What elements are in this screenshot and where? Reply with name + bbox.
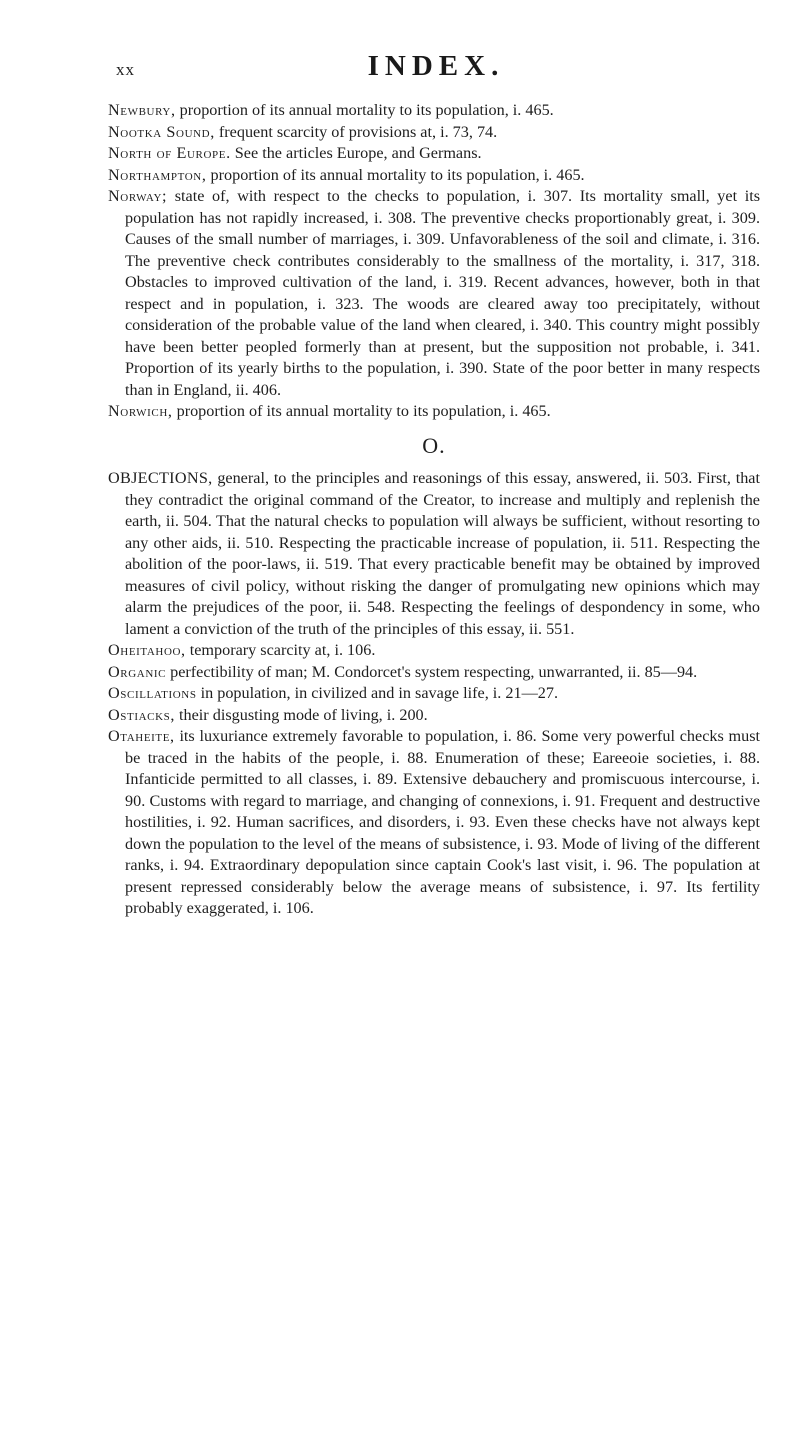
index-entry-nootka-sound: [108, 122, 760, 144]
entry-heading: Northampton,: [108, 165, 207, 184]
entry-heading: Organic: [108, 662, 167, 681]
index-entry-newbury: [108, 100, 760, 122]
running-title: INDEX.: [367, 50, 505, 82]
entry-heading: Newbury,: [108, 101, 176, 119]
index-body: [108, 100, 760, 920]
entry-heading: OBJECTIONS,: [108, 469, 213, 487]
section-letter-heading: O.: [422, 432, 446, 458]
index-entry-objections: [108, 468, 760, 640]
entry-text: perfectibility of man; M. Condorcet's system respecting, unwarranted, ii. 85—94.: [170, 662, 698, 681]
entry-heading: Oscillations: [108, 684, 197, 702]
entry-heading: Norway;: [108, 187, 168, 205]
page-number: xx: [116, 60, 135, 79]
entry-text: state of, with respect to the checks to population, i. 307. Its mortality small, yet its population has not rapidly increased, i. 308. The preventive checks proportionably great, i. 309. Causes of the small number of marriages, i. 309. Unfavorableness of the soil and climate, i. 316. The preventive check contributes considerably to the smallness of the mortality, i. 317, 318. Obstacles to improved cultivation of the land, i. 319. Recent advances, however, both in that respect and in population, i. 323. The woods are cleared away too precipitately, without consideration of the probable value of the land when cleared, i. 340. This country might possibly have been better peopled formerly than at present, but the supposition not probable, i. 341. Proportion of its yearly births to the population, i. 390. State of the poor better in many respects than in England, ii. 406.: [125, 187, 761, 399]
entry-heading: Norwich,: [108, 402, 173, 420]
entry-text: general, to the principles and reasonings of this essay, answered, ii. 503. First, that they contradict the original command of the Creator, to increase and multiply and replenish the earth, ii. 504. That the natural checks to population will always be sufficient, without resorting to any other aids, ii. 510. Respecting the practicable increase of population, ii. 511. Respecting the abolition of the poor-laws, ii. 519. That every practicable benefit may be obtained by improved measures of civil policy, without risking the danger of promulgating new opinions which may alarm the prejudices of the poor, ii. 548. Respecting the feelings of despondency in some, who lament a conviction of the truth of the principles of this essay, ii. 551.: [125, 469, 760, 638]
entry-text: their disgusting mode of living, i. 200.: [179, 705, 428, 724]
index-entry-organic: [108, 662, 760, 684]
entry-text: temporary scarcity at, i. 106.: [189, 641, 376, 659]
entry-heading: Otaheite,: [108, 727, 175, 745]
entry-text: See the articles Europe, and Germans.: [234, 144, 482, 162]
index-entry-oscillations: [108, 683, 760, 705]
entry-text: frequent scarcity of provisions at, i. 73, 74.: [218, 122, 498, 141]
index-entry-ostiacks: [108, 705, 760, 727]
entry-text: proportion of its annual mortality to its population, i. 465.: [210, 165, 585, 184]
entry-heading: Ostiacks,: [108, 705, 175, 724]
index-entry-oheitahoo: [108, 640, 760, 662]
index-entry-norwich: [108, 401, 760, 423]
entry-text: proportion of its annual mortality to its population, i. 465.: [179, 101, 554, 119]
entry-heading: Oheitahoo,: [108, 641, 186, 659]
entry-text: its luxuriance extremely favorable to population, i. 86. Some very powerful checks must be traced in the habits of the people, i. 88. Enumeration of these; Eareeoie societies, i. 88. Infanticide permitted to all classes, i. 89. Extensive debauchery and promiscuous intercourse, i. 90. Customs with regard to marriage, and changing of connexions, i. 91. Frequent and destructive hostilities, i. 92. Human sacrifices, and disorders, i. 93. Even these checks have not always kept down the population to the level of the means of subsistence, i. 93. Mode of living of the different ranks, i. 94. Extraordinary depopulation since captain Cook's last visit, i. 96. The population at present repressed considerably below the average means of subsistence, i. 97. Its fertility probably exaggerated, i. 106.: [125, 727, 760, 917]
entry-heading: Nootka Sound,: [108, 122, 215, 141]
index-entry-northampton: [108, 165, 760, 187]
index-entry-norway: [108, 186, 760, 401]
index-entry-north-of-europe: [108, 143, 760, 165]
entry-heading: North of Europe.: [108, 144, 231, 162]
entry-text: proportion of its annual mortality to its population, i. 465.: [176, 402, 551, 420]
index-entry-otaheite: [108, 726, 760, 920]
entry-text: in population, in civilized and in savage life, i. 21—27.: [200, 684, 559, 702]
page-header: [116, 50, 756, 90]
